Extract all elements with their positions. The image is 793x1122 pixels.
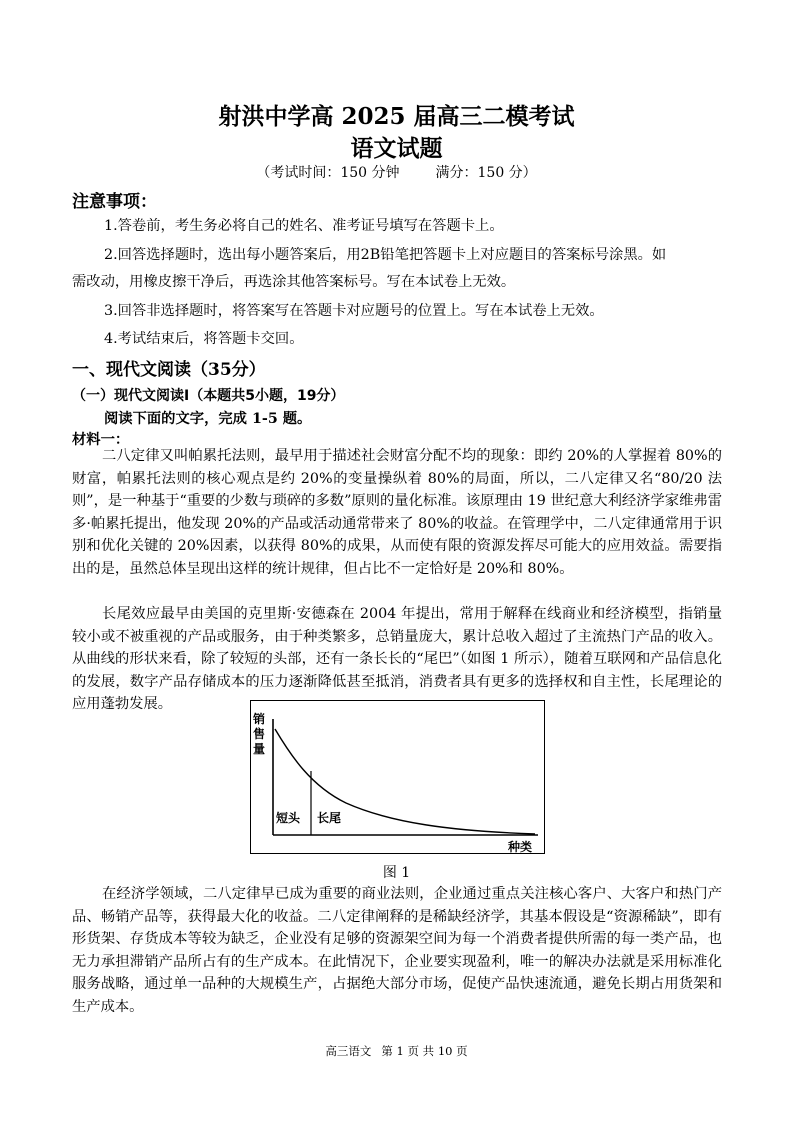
x-axis-label: 种类 — [508, 840, 533, 854]
exam-subtitle: 语文试题 — [350, 135, 443, 162]
paragraph-1: 二八定律又叫帕累托法则，最早用于描述社会财富分配不均的现象：即约 20%的人掌握着 80%的财富，帕累托法则的核心观点是约 20%的变量操纵着 80%的局面，所以，二八定律又名“80/20 法则”，是一种基于“重要的少数与琐碎的多数”原则的量化标准。该原理由 19 世纪意大利经济学家维弗雷多·帕累托提出，他发现 20%的产品或活动通常带来了 80%的收益。在管理学中，二八定律通常用于识别和优化关键的 20%因素，以获得 80%的成果，从而使有限的资源发挥尽可能大的应用效益。需要指出的是，虽然总体呈现出这样的统计规律，但占比不一定恰好是 20%和 80%。 — [72, 448, 722, 577]
subsection-heading: （一）现代文阅读Ⅰ（本题共5小题，19分） — [72, 388, 345, 404]
section-heading: 一、现代文阅读（35分） — [72, 360, 266, 380]
material-label: 材料一： — [72, 432, 130, 448]
reading-instruction: 阅读下面的文字，完成 1-5 题。 — [104, 411, 312, 427]
figure-caption: 图 1 — [382, 865, 411, 881]
tail-label: 长尾 — [317, 811, 342, 825]
y-axis-label-3: 量 — [253, 742, 266, 756]
y-axis-label-1: 销 — [253, 712, 266, 726]
notice-item-4: 4.考试结束后，将答题卡交回。 — [104, 331, 304, 347]
footer-subject: 高三语文 — [325, 1044, 372, 1058]
exam-title: 射洪中学高 2025 届高三二模考试 — [218, 103, 575, 130]
head-label: 短头 — [276, 811, 301, 825]
notice-item-3: 3.回答非选择题时，将答案写在答题卡对应题号的位置上。写在本试卷上无效。 — [104, 303, 604, 319]
notice-heading: 注意事项： — [72, 192, 157, 212]
exam-meta — [0, 162, 793, 182]
notice-item-1: 1.答卷前，考生务必将自己的姓名、准考证号填写在答题卡上。 — [104, 218, 504, 234]
long-tail-chart — [251, 701, 546, 855]
footer-page-info: 第 1 页 共 10 页 — [381, 1044, 468, 1058]
exam-time: （考试时间：150 分钟 — [256, 165, 400, 181]
paragraph-2: 长尾效应最早由美国的克里斯·安德森在 2004 年提出，常用于解释在线商业和经济模型，指销量较小或不被重视的产品或服务，由于种类繁多，总销量庞大，累计总收入超过了主流热门产品的收入。从曲线的形状来看，除了较短的头部，还有一条长长的“尾巴”（如图 1 所示），随着互联网和产品信息化的发展，数字产品存储成本的压力逐渐降低甚至抵消，消费者具有更多的选择权和自主性，长尾理论的应用蓬勃发展。 — [72, 606, 722, 712]
notice-item-2-line-2: 需改动，用橡皮擦干净后，再选涂其他答案标号。写在本试卷上无效。 — [72, 274, 516, 290]
page-footer — [0, 1043, 793, 1059]
y-axis-label-2: 售 — [253, 727, 266, 741]
long-tail-curve — [275, 729, 535, 834]
paragraph-3: 在经济学领域，二八定律早已成为重要的商业法则，企业通过重点关注核心客户、大客户和热门产品、畅销产品等，获得最大化的收益。二八定律阐释的是稀缺经济学，其基本假设是“资源稀缺”，即有形货架、存货成本等较为缺乏，企业没有足够的资源架空间为每一个消费者提供所需的每一类产品，也无力承担滞销产品所占有的生产成本。在此情况下，企业要实现盈利，唯一的解决办法就是采用标准化服务战略，通过单一品种的大规模生产，占据绝大部分市场，促使产品快速流通，避免长期占用货架和生产成本。 — [72, 886, 722, 1015]
exam-score: 满分：150 分） — [435, 165, 537, 181]
long-tail-figure — [250, 700, 545, 854]
notice-item-2-line-1: 2.回答选择题时，选出每小题答案后，用2B铅笔把答题卡上对应题目的答案标号涂黑。如 — [104, 247, 667, 263]
